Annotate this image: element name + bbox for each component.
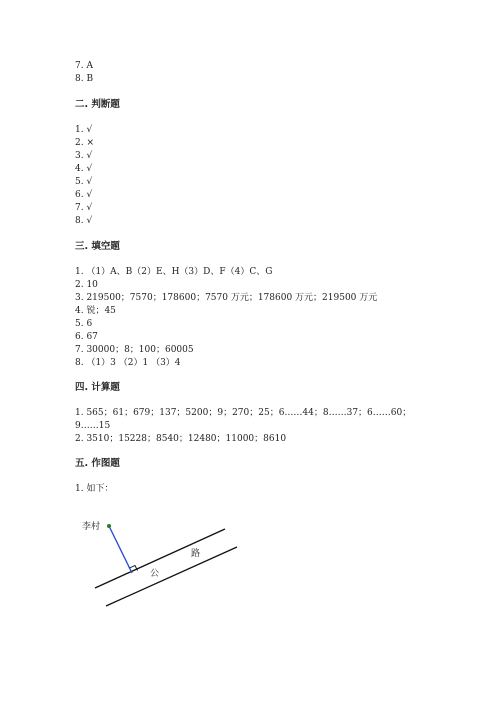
answer-line: 3. √ [75,151,93,161]
road-label-char-1: 公 [150,569,160,579]
section-heading-drawing: 五. 作图题 [75,458,120,469]
answer-line: 8. B [75,74,94,84]
answer-line: 6. 67 [75,332,98,342]
road-label-char-2: 路 [191,549,201,559]
answer-line: 8. √ [75,216,93,226]
answer-line: 3. 219500；7570；178600；7570 万元；178600 万元；219500 万元 [75,293,378,303]
answer-line: 5. 6 [75,319,93,329]
answer-line: 4. 锐；45 [75,306,116,316]
answer-line: 2. × [75,138,94,148]
answer-line: 7. A [75,61,93,71]
answer-line: 5. √ [75,177,93,187]
answer-line: 2. 3510；15228；8540；12480；11000；8610 [75,434,287,444]
answer-line: 1. 如下： [75,484,114,494]
answer-line: 8. （1）3 （2）1 （3）4 [75,358,181,368]
perpendicular-line [109,526,132,573]
answer-line: 1. √ [75,125,93,135]
answer-line: 6. √ [75,190,93,200]
answer-line: 2. 10 [75,280,98,290]
answer-line: 7. √ [75,203,93,213]
village-label: 李村 [82,522,101,532]
section-heading-fill-blank: 三. 填空题 [75,241,120,252]
answer-line: 1. （1）A、B（2）E、H（3）D、F（4）C、G [75,267,273,277]
answer-line: 7. 30000；8；100；60005 [75,345,194,355]
answer-line: 9……15 [75,421,111,431]
section-heading-judgment: 二. 判断题 [75,99,120,110]
answer-line: 1. 565；61；679；137；5200；9；270；25；6……44；8……37；6……60； [75,408,412,418]
road-edge-lower [106,547,237,606]
village-point [107,524,111,528]
answer-line: 4. √ [75,164,93,174]
section-heading-calculation: 四. 计算题 [75,382,120,393]
